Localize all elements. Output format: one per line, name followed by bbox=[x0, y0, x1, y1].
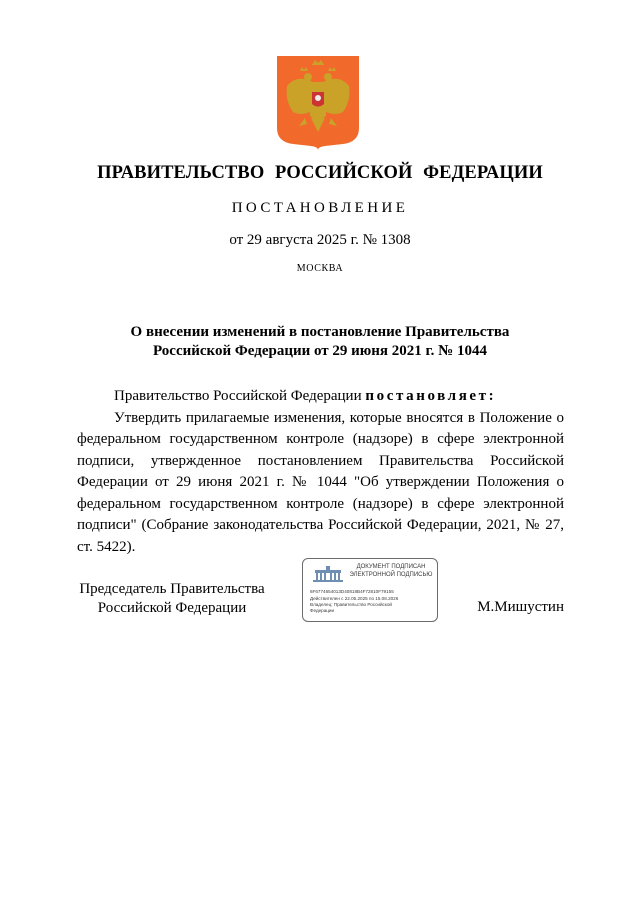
government-title: ПРАВИТЕЛЬСТВО РОССИЙСКОЙ ФЕДЕРАЦИИ bbox=[97, 163, 543, 183]
government-building-icon bbox=[311, 565, 345, 583]
decree-city: МОСКВА bbox=[296, 263, 344, 274]
body-paragraph-2: Утвердить прилагаемые изменения, которые вносятся в Положение о федеральном государственном контроле (надзоре) в сфере электронной подписи, утвержденное постановлением Правительства Российской Федерации от 29 июня 2021 г. № 1044 "Об утверждении Положения о федеральном государственном контроле (надзоре) в сфере электронной подписи" (Собрание законодательства Российской Федерации, 2021, № 27, ст. 5422). bbox=[77, 409, 564, 555]
coat-of-arms-icon bbox=[277, 56, 359, 150]
signatory-name: М.Мишустин bbox=[477, 599, 564, 615]
resolves-word: постановляет: bbox=[365, 388, 497, 404]
stamp-heading bbox=[347, 564, 435, 579]
stamp-owner-line-2: Федерации bbox=[310, 607, 335, 613]
stamp-owner-line-1: Владелец: Правительство Российской bbox=[310, 602, 392, 607]
stamp-validity: Действителен с 22.05.2025 по 15.08.2026 bbox=[310, 596, 399, 601]
decree-subject bbox=[60, 323, 580, 361]
decree-type: ПОСТАНОВЛЕНИЕ bbox=[231, 200, 409, 216]
body-paragraph-1-prefix: Правительство Российской Федерации bbox=[114, 388, 366, 404]
signatory-title bbox=[77, 580, 267, 618]
body-paragraph-1 bbox=[77, 386, 564, 408]
subject-line-1: О внесении изменений в постановление Правительства bbox=[130, 324, 510, 340]
subject-line-2: Российской Федерации от 29 июня 2021 г. № 1044 bbox=[153, 343, 487, 359]
electronic-signature-stamp bbox=[302, 558, 438, 622]
signatory-title-line-1: Председатель Правительства bbox=[79, 581, 265, 597]
stamp-heading-line-1: ДОКУМЕНТ ПОДПИСАН bbox=[356, 564, 426, 570]
decree-date: от 29 августа 2025 г. № 1308 bbox=[229, 232, 411, 248]
stamp-certificate-serial: 6F6774654013D40818B4F72810F79155 bbox=[310, 589, 394, 594]
decree-body bbox=[77, 386, 564, 558]
signatory-title-line-2: Российской Федерации bbox=[97, 600, 247, 616]
stamp-heading-line-2: ЭЛЕКТРОННОЙ ПОДПИСЬЮ bbox=[349, 571, 433, 578]
